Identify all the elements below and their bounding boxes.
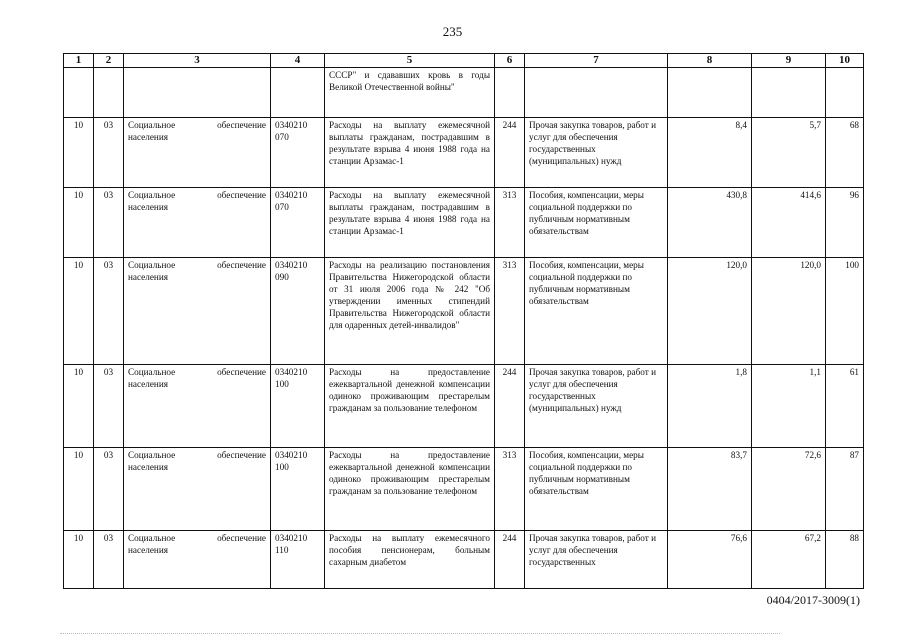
value-col9-cell: 5,7: [752, 118, 826, 188]
subsection-cell: 03: [94, 118, 124, 188]
target-code-cell: 0340210 100: [271, 448, 325, 531]
column-header: 6: [495, 54, 525, 68]
budget-table: [63, 53, 864, 589]
document-code: 0404/2017-3009(1): [766, 593, 860, 607]
column-header: 2: [94, 54, 124, 68]
value-col8-cell: 120,0: [668, 258, 752, 365]
value-col9-cell: 67,2: [752, 531, 826, 589]
value-col9-cell: [752, 68, 826, 118]
subsection-cell: 03: [94, 188, 124, 258]
column-header: 4: [271, 54, 325, 68]
subsection-cell: 03: [94, 448, 124, 531]
table-row: [64, 188, 864, 258]
target-code-cell: 0340210 100: [271, 365, 325, 448]
table-row: [64, 258, 864, 365]
header-row: [64, 54, 864, 68]
section-name-cell: Социальное обеспечение населения: [124, 531, 271, 589]
expense-type-name-cell: Прочая закупка товаров, работ и услуг для обеспечения государственных (муниципальных) нужд: [525, 365, 668, 448]
expense-description-cell: Расходы на реализацию постановления Правительства Нижегородской области от 31 июля 2006 года № 242 "Об утверждении именных стипендий Правительства Нижегородской области для одаренных детей-инвалидов": [325, 258, 495, 365]
target-code-cell: 0340210 070: [271, 118, 325, 188]
expense-description-cell: СССР" и сдававших кровь в годы Великой Отечественной войны": [325, 68, 495, 118]
expense-type-name-cell: Прочая закупка товаров, работ и услуг для обеспечения государственных: [525, 531, 668, 589]
section-name-cell: [124, 68, 271, 118]
target-code-cell: 0340210 090: [271, 258, 325, 365]
section-name-cell: Социальное обеспечение населения: [124, 258, 271, 365]
table-row: [64, 68, 864, 118]
section-cell: 10: [64, 258, 94, 365]
table-row: [64, 118, 864, 188]
expense-type-code-cell: 244: [495, 365, 525, 448]
value-col9-cell: 1,1: [752, 365, 826, 448]
target-code-cell: 0340210 110: [271, 531, 325, 589]
subsection-cell: 03: [94, 531, 124, 589]
expense-type-name-cell: Пособия, компенсации, меры социальной поддержки по публичным нормативным обязательствам: [525, 258, 668, 365]
expense-description-cell: Расходы на выплату ежемесячного пособия пенсионерам, больным сахарным диабетом: [325, 531, 495, 589]
value-col8-cell: 8,4: [668, 118, 752, 188]
expense-description-cell: Расходы на предоставление ежеквартальной денежной компенсации одиноко проживающим престарелым гражданам за пользование телефоном: [325, 365, 495, 448]
column-header: 7: [525, 54, 668, 68]
expense-description-cell: Расходы на выплату ежемесячной выплаты гражданам, пострадавшим в результате взрыва 4 июня 1988 года на станции Арзамас-1: [325, 188, 495, 258]
column-header: 10: [826, 54, 864, 68]
expense-type-code-cell: 244: [495, 531, 525, 589]
expense-type-name-cell: [525, 68, 668, 118]
percent-cell: [826, 68, 864, 118]
subsection-cell: [94, 68, 124, 118]
table-row: [64, 531, 864, 589]
subsection-cell: 03: [94, 258, 124, 365]
percent-cell: 87: [826, 448, 864, 531]
target-code-cell: [271, 68, 325, 118]
value-col9-cell: 414,6: [752, 188, 826, 258]
section-cell: 10: [64, 531, 94, 589]
value-col8-cell: [668, 68, 752, 118]
value-col8-cell: 1,8: [668, 365, 752, 448]
expense-type-name-cell: Пособия, компенсации, меры социальной поддержки по публичным нормативным обязательствам: [525, 188, 668, 258]
expense-type-code-cell: 313: [495, 188, 525, 258]
column-header: 9: [752, 54, 826, 68]
percent-cell: 100: [826, 258, 864, 365]
value-col8-cell: 430,8: [668, 188, 752, 258]
section-name-cell: Социальное обеспечение населения: [124, 448, 271, 531]
value-col8-cell: 76,6: [668, 531, 752, 589]
page-number: 235: [442, 24, 463, 39]
value-col9-cell: 72,6: [752, 448, 826, 531]
column-header: 1: [64, 54, 94, 68]
section-cell: [64, 68, 94, 118]
percent-cell: 61: [826, 365, 864, 448]
percent-cell: 88: [826, 531, 864, 589]
table-row: [64, 365, 864, 448]
section-name-cell: Социальное обеспечение населения: [124, 118, 271, 188]
section-name-cell: Социальное обеспечение населения: [124, 188, 271, 258]
section-cell: 10: [64, 118, 94, 188]
page-edge-divider: [60, 633, 780, 635]
percent-cell: 68: [826, 118, 864, 188]
table-row: [64, 448, 864, 531]
section-cell: 10: [64, 365, 94, 448]
column-header: 5: [325, 54, 495, 68]
expense-description-cell: Расходы на выплату ежемесячной выплаты гражданам, пострадавшим в результате взрыва 4 июня 1988 года на станции Арзамас-1: [325, 118, 495, 188]
percent-cell: 96: [826, 188, 864, 258]
expense-type-code-cell: [495, 68, 525, 118]
value-col9-cell: 120,0: [752, 258, 826, 365]
expense-type-code-cell: 244: [495, 118, 525, 188]
target-code-cell: 0340210 070: [271, 188, 325, 258]
section-name-cell: Социальное обеспечение населения: [124, 365, 271, 448]
expense-type-code-cell: 313: [495, 448, 525, 531]
subsection-cell: 03: [94, 365, 124, 448]
expense-description-cell: Расходы на предоставление ежеквартальной денежной компенсации одиноко проживающим престарелым гражданам за пользование телефоном: [325, 448, 495, 531]
section-cell: 10: [64, 188, 94, 258]
column-header: 3: [124, 54, 271, 68]
expense-type-code-cell: 313: [495, 258, 525, 365]
column-header: 8: [668, 54, 752, 68]
section-cell: 10: [64, 448, 94, 531]
expense-type-name-cell: Прочая закупка товаров, работ и услуг для обеспечения государственных (муниципальных) нужд: [525, 118, 668, 188]
expense-type-name-cell: Пособия, компенсации, меры социальной поддержки по публичным нормативным обязательствам: [525, 448, 668, 531]
value-col8-cell: 83,7: [668, 448, 752, 531]
